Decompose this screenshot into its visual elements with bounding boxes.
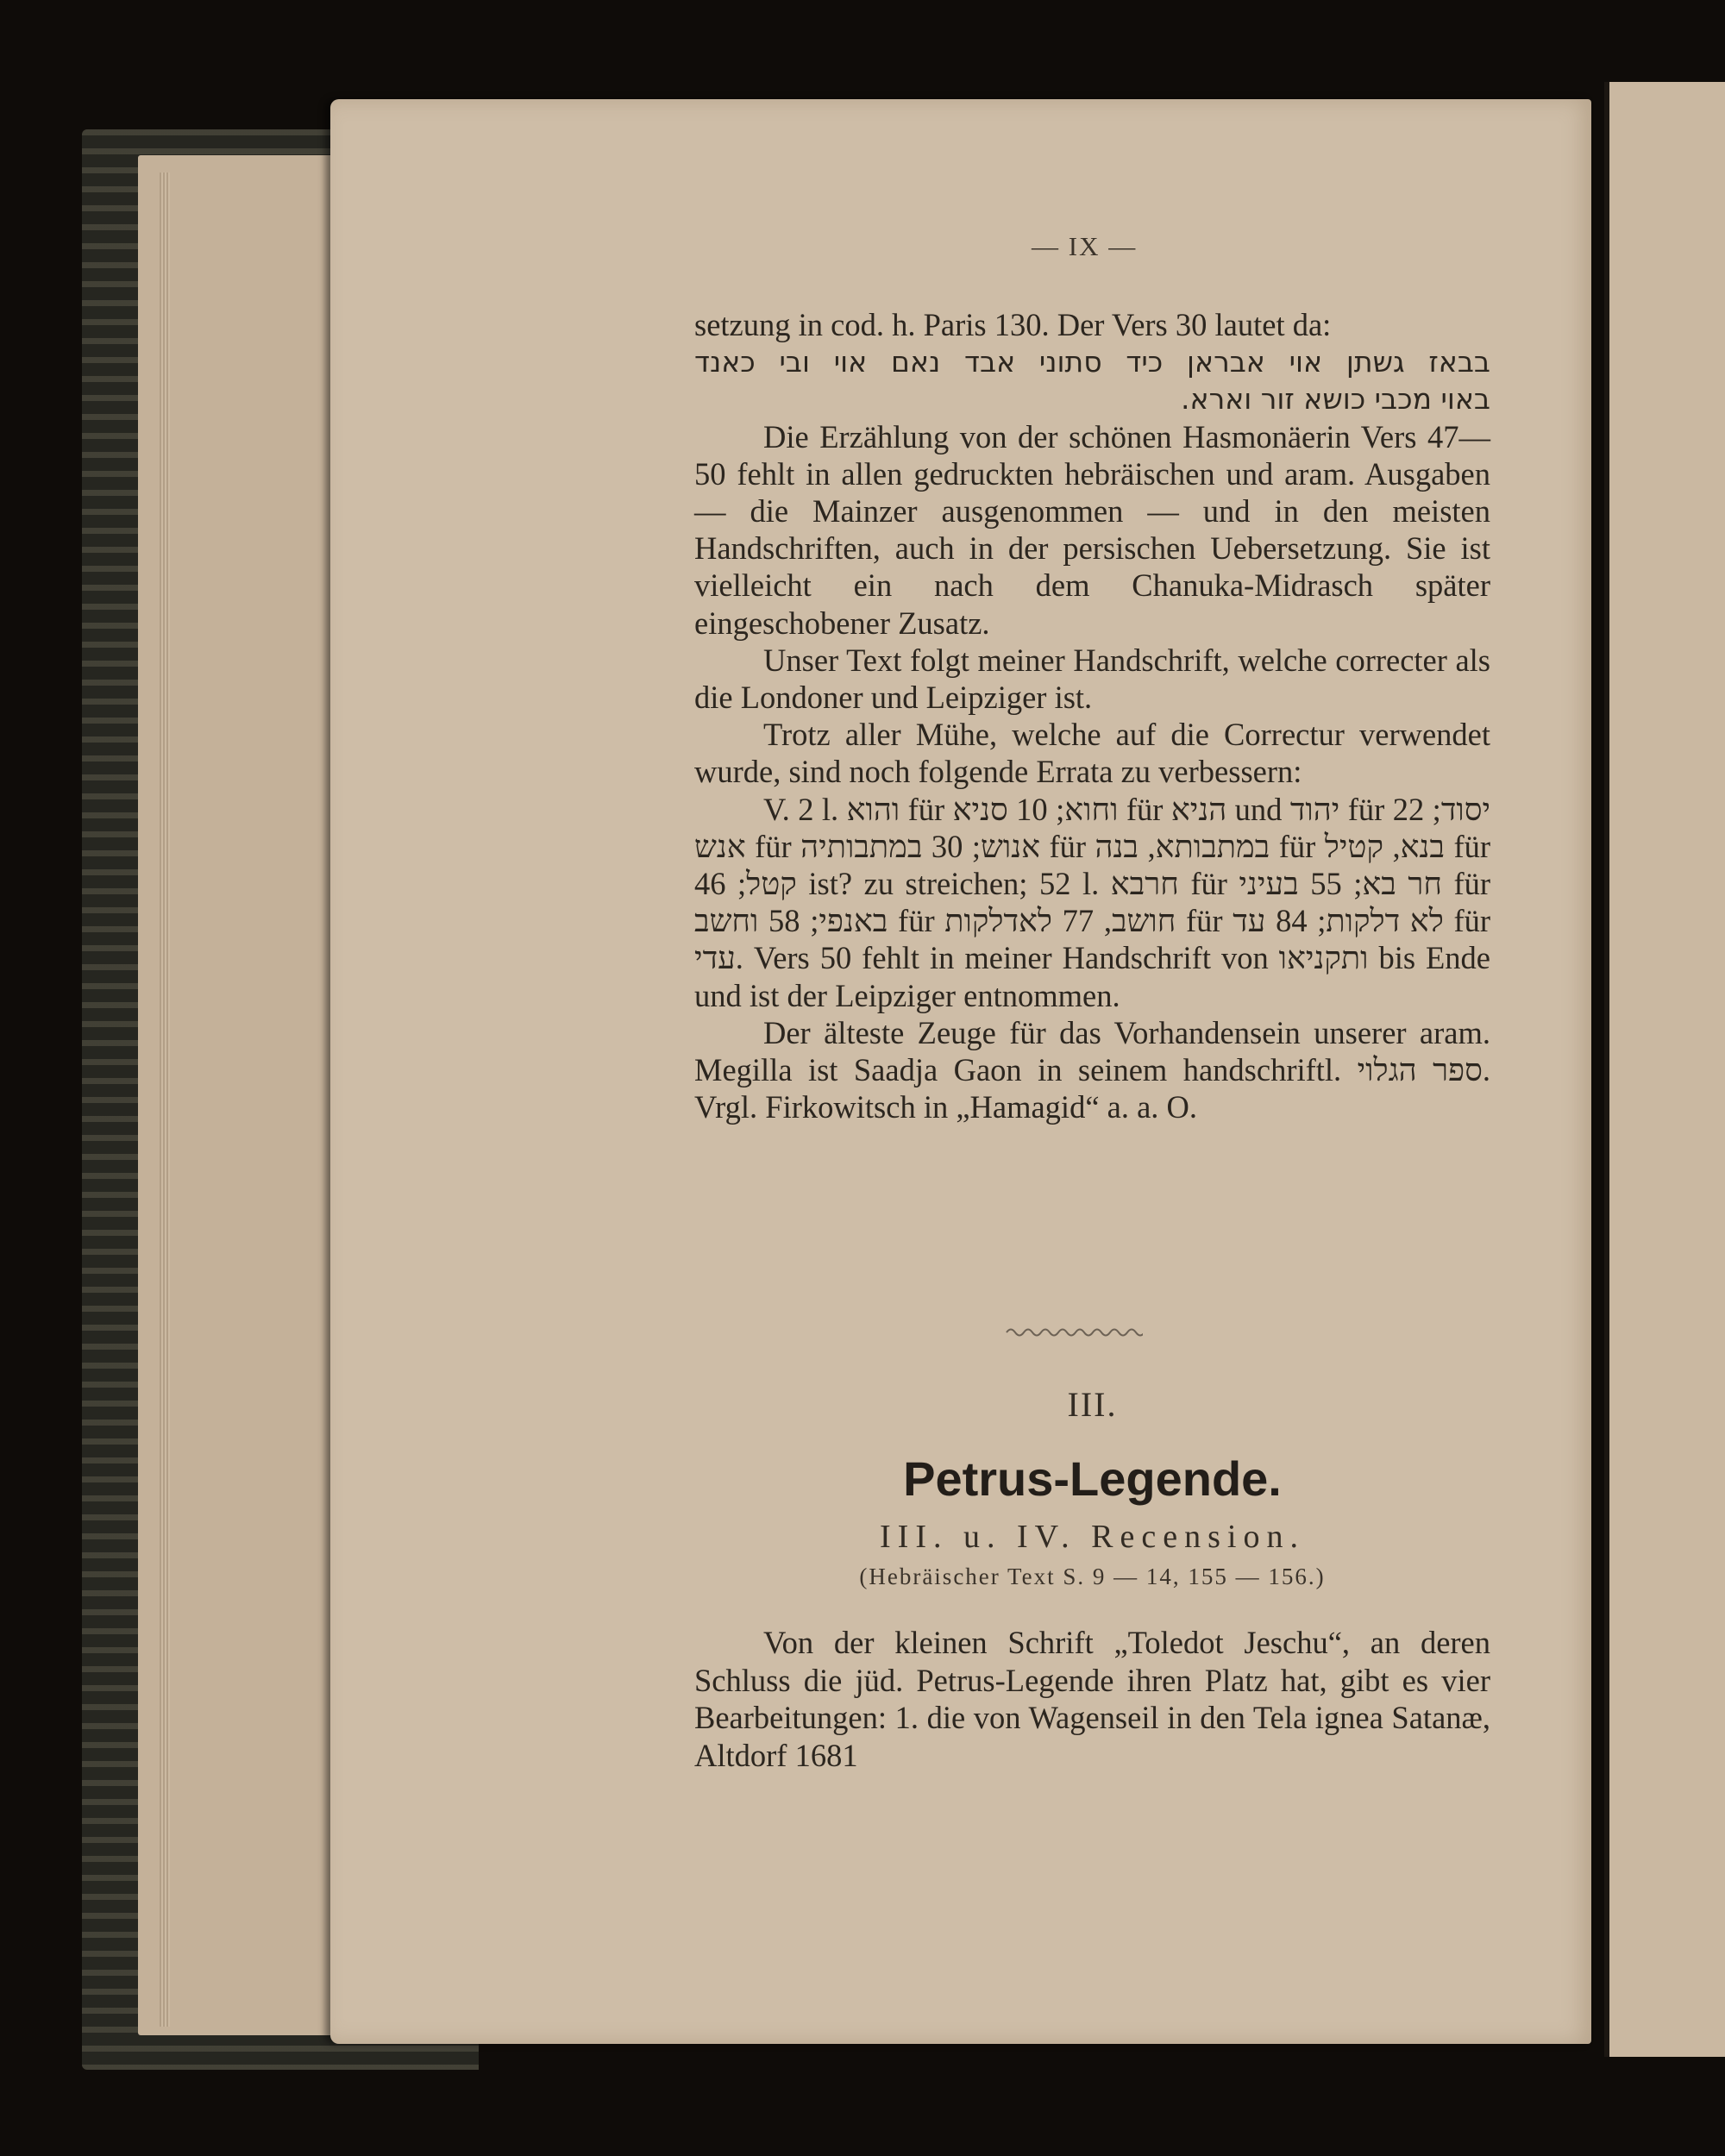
section-body bbox=[694, 1624, 1490, 1774]
paragraph-manuscript: Unser Text folgt meiner Handschrift, welche correcter als die Londoner und Leipziger ist. bbox=[694, 642, 1490, 716]
section-subtitle: III. u. IV. Recension. bbox=[880, 1519, 1305, 1555]
page-number: — IX — bbox=[1032, 231, 1138, 261]
page-body bbox=[694, 306, 1490, 1125]
hebrew-quote-line-2: באוי מכבי כושא זור וארא. bbox=[1181, 382, 1490, 417]
paragraph-intro: setzung in cod. h. Paris 130. Der Vers 30 lautet da: bbox=[694, 307, 1332, 342]
ornament-divider bbox=[1005, 1325, 1143, 1340]
section-title: Petrus-Legende. bbox=[903, 1451, 1282, 1506]
section-note: (Hebräischer Text S. 9 — 14, 155 — 156.) bbox=[859, 1564, 1326, 1589]
paragraph-toledot: Von der kleinen Schrift „Toledot Jeschu“, an deren Schluss die jüd. Petrus-Legende ihren Platz hat, gibt es vier Bearbeitungen: 1. die von Wagenseil in den Tela ignea Satanæ, Altdorf 1681 bbox=[694, 1625, 1490, 1773]
paragraph-hasmonean: Die Erzählung von der schönen Hasmonäerin Vers 47—50 fehlt in allen gedruckten hebräischen und aram. Ausgaben — die Mainzer ausgenommen — und in den meisten Handschriften, auch in der persischen Uebersetzung. Sie ist vielleicht ein nach dem Chanuka-Midrasch später eingeschobener Zusatz. bbox=[694, 418, 1490, 641]
next-page-edge bbox=[1604, 82, 1725, 2057]
paragraph-errata-list: V. 2 l. והוא für וחוא; 10 סניא für הניא und יהוד für יסוד; 22 אנש für אנוש; 30 במתבותיה für במתבותא, בנה für בנא, קטיל für קטל; 46 ist? zu streichen; 52 l. חרבא für חר בא; 55 בעיני für באנפי; 58 וחשב für חושב, 77 לאדלקות für לא דלקות; 84 עד für עדי. Vers 50 fehlt in meiner Handschrift von ותקניאו bis Ende und ist der Leipziger entnommen. bbox=[694, 791, 1491, 1013]
paragraph-saadja: Der älteste Zeuge für das Vorhandensein unserer aram. Megilla ist Saadja Gaon in seinem handschriftl. ספר הגלוי. Vrgl. Firkowitsch in „Hamagid“ a. a. O. bbox=[694, 1014, 1491, 1125]
page-edges bbox=[160, 172, 170, 2027]
paragraph-errata-intro: Trotz aller Mühe, welche auf die Correctur verwendet wurde, sind noch folgende Errata zu verbessern: bbox=[694, 717, 1490, 790]
hebrew-quote-line-1: בבאז גשתן אוי אבראן כיד סתוני אבד נאם אוי ובי כאנד bbox=[694, 345, 1490, 379]
section-number: III. bbox=[1067, 1385, 1118, 1424]
